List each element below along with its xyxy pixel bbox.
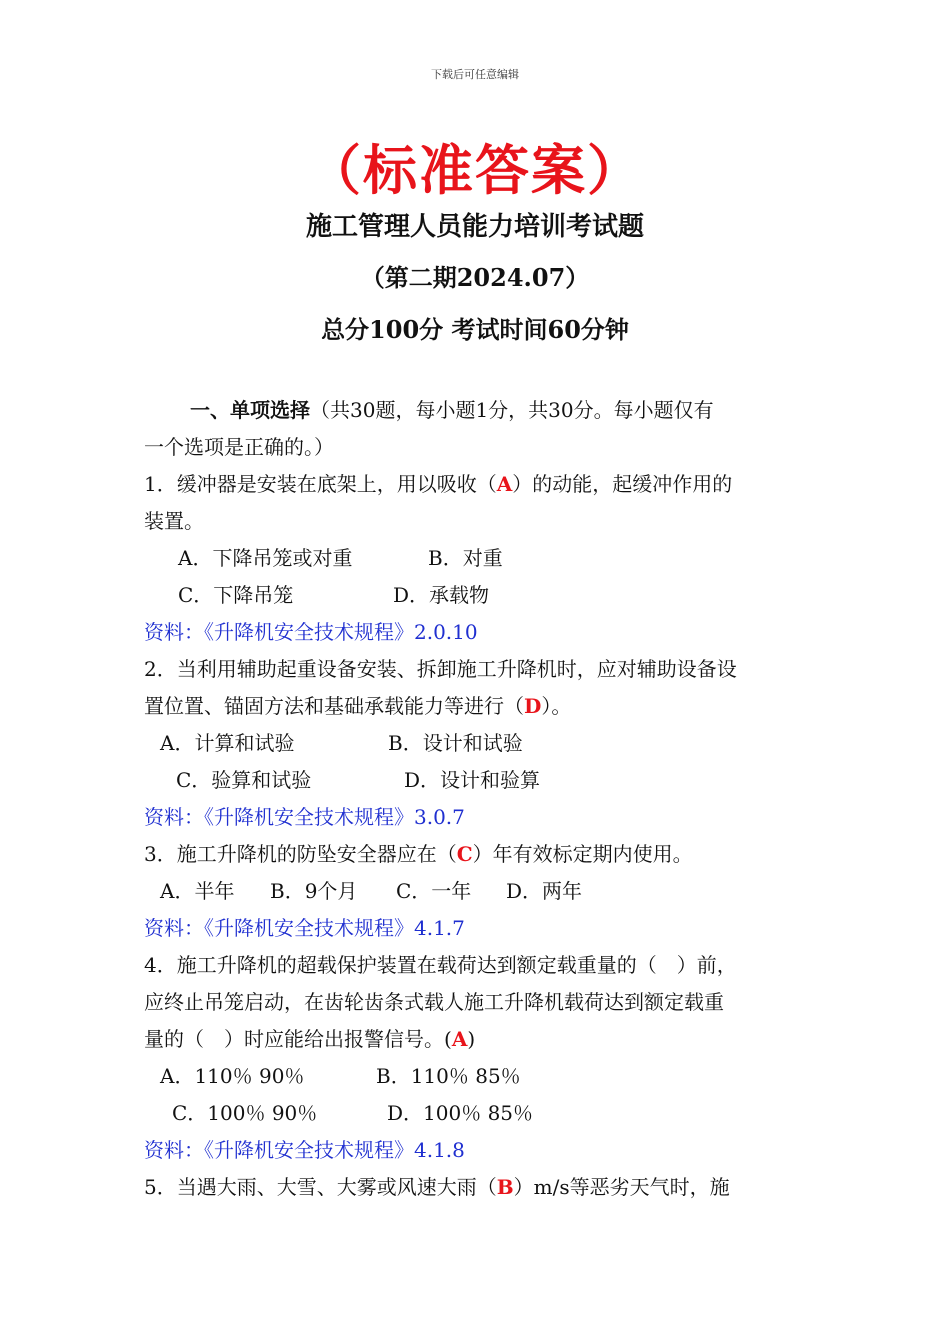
option-d: D．100％ 85％ (387, 1101, 534, 1125)
question-2-cont (144, 688, 810, 725)
question-4 (144, 947, 810, 984)
question-text: 1．缓冲器是安装在底架上，用以吸收（ (144, 472, 497, 496)
option-d: D．两年 (506, 879, 583, 903)
exam-title: 施工管理人员能力培训考试题 (305, 212, 644, 242)
section-desc-cont: 一个选项是正确的。） (144, 435, 334, 459)
question-1 (144, 466, 810, 503)
question-1-cont (144, 503, 810, 540)
section-heading: 一、单项选择 (190, 398, 310, 422)
option-a: A．计算和试验 (160, 731, 295, 755)
exam-body (144, 392, 810, 1206)
question-text: ）年有效标定期内使用。 (472, 842, 693, 866)
reference-line: 资料：《升降机安全技术规程》2.0.10 (144, 620, 478, 644)
question-text: 置位置、锚固方法和基础承载能力等进行（ (144, 694, 524, 718)
options-row (144, 540, 810, 577)
question-text: 4．施工升降机的超载保护装置在载荷达到额定载重量的（ ）前， (144, 953, 737, 977)
question-text: ）的动能，起缓冲作用的 (512, 472, 733, 496)
answer-mark: C (456, 842, 473, 866)
header-note: 下载后可任意编辑 (431, 68, 519, 81)
option-a: A．半年 (160, 879, 235, 903)
options-row (144, 1058, 810, 1095)
reference-line: 资料：《升降机安全技术规程》3.0.7 (144, 805, 465, 829)
question-5 (144, 1169, 810, 1206)
option-a: A．下降吊笼或对重 (178, 546, 353, 570)
question-text: 应终止吊笼启动，在齿轮齿条式载人施工升降机载荷达到额定载重 (144, 990, 724, 1014)
options-row (144, 873, 810, 910)
options-row (144, 577, 810, 614)
question-text: 3．施工升降机的防坠安全器应在（ (144, 842, 457, 866)
options-row (144, 725, 810, 762)
option-c: C．100％ 90％ (172, 1101, 318, 1125)
question-text: 5．当遇大雨、大雪、大雾或风速大雨（ (144, 1175, 497, 1199)
option-c: C．一年 (396, 879, 472, 903)
option-d: D．承载物 (393, 583, 490, 607)
option-d: D．设计和验算 (404, 768, 541, 792)
option-a: A．110％ 90％ (160, 1064, 305, 1088)
reference-line: 资料：《升降机安全技术规程》4.1.8 (144, 1138, 465, 1162)
option-b: B．9个月 (270, 879, 358, 903)
question-text: ) (467, 1027, 476, 1051)
answer-key-title: （标准答案） (307, 138, 643, 202)
question-text: 2．当利用辅助起重设备安装、拆卸施工升降机时，应对辅助设备设 (144, 657, 737, 681)
question-text: 装置。 (144, 509, 204, 533)
question-text: ）m/s等恶劣天气时，施 (513, 1175, 730, 1199)
option-b: B．对重 (428, 546, 503, 570)
option-b: B．设计和试验 (388, 731, 523, 755)
option-c: C．下降吊笼 (178, 583, 294, 607)
question-3 (144, 836, 810, 873)
answer-mark: B (496, 1175, 514, 1199)
question-2 (144, 651, 810, 688)
reference-line: 资料：《升降机安全技术规程》4.1.7 (144, 916, 465, 940)
question-text: 量的（ ）时应能给出报警信号。( (144, 1027, 452, 1051)
option-c: C．验算和试验 (176, 768, 312, 792)
exam-issue: （第二期2024.07） (360, 263, 590, 292)
answer-mark: D (524, 694, 542, 718)
answer-mark: A (451, 1027, 468, 1051)
question-text: ）。 (541, 694, 572, 718)
question-4-cont (144, 1021, 810, 1058)
options-row (144, 762, 810, 799)
section-desc: （共30题，每小题1分，共30分。每小题仅有 (310, 398, 714, 422)
options-row (144, 1095, 810, 1132)
option-b: B．110％ 85％ (376, 1064, 521, 1088)
section-heading-line (144, 392, 810, 429)
section-desc-line2 (144, 429, 810, 466)
question-4-cont (144, 984, 810, 1021)
score-time: 总分100分 考试时间60分钟 (321, 315, 629, 344)
answer-mark: A (496, 472, 513, 496)
